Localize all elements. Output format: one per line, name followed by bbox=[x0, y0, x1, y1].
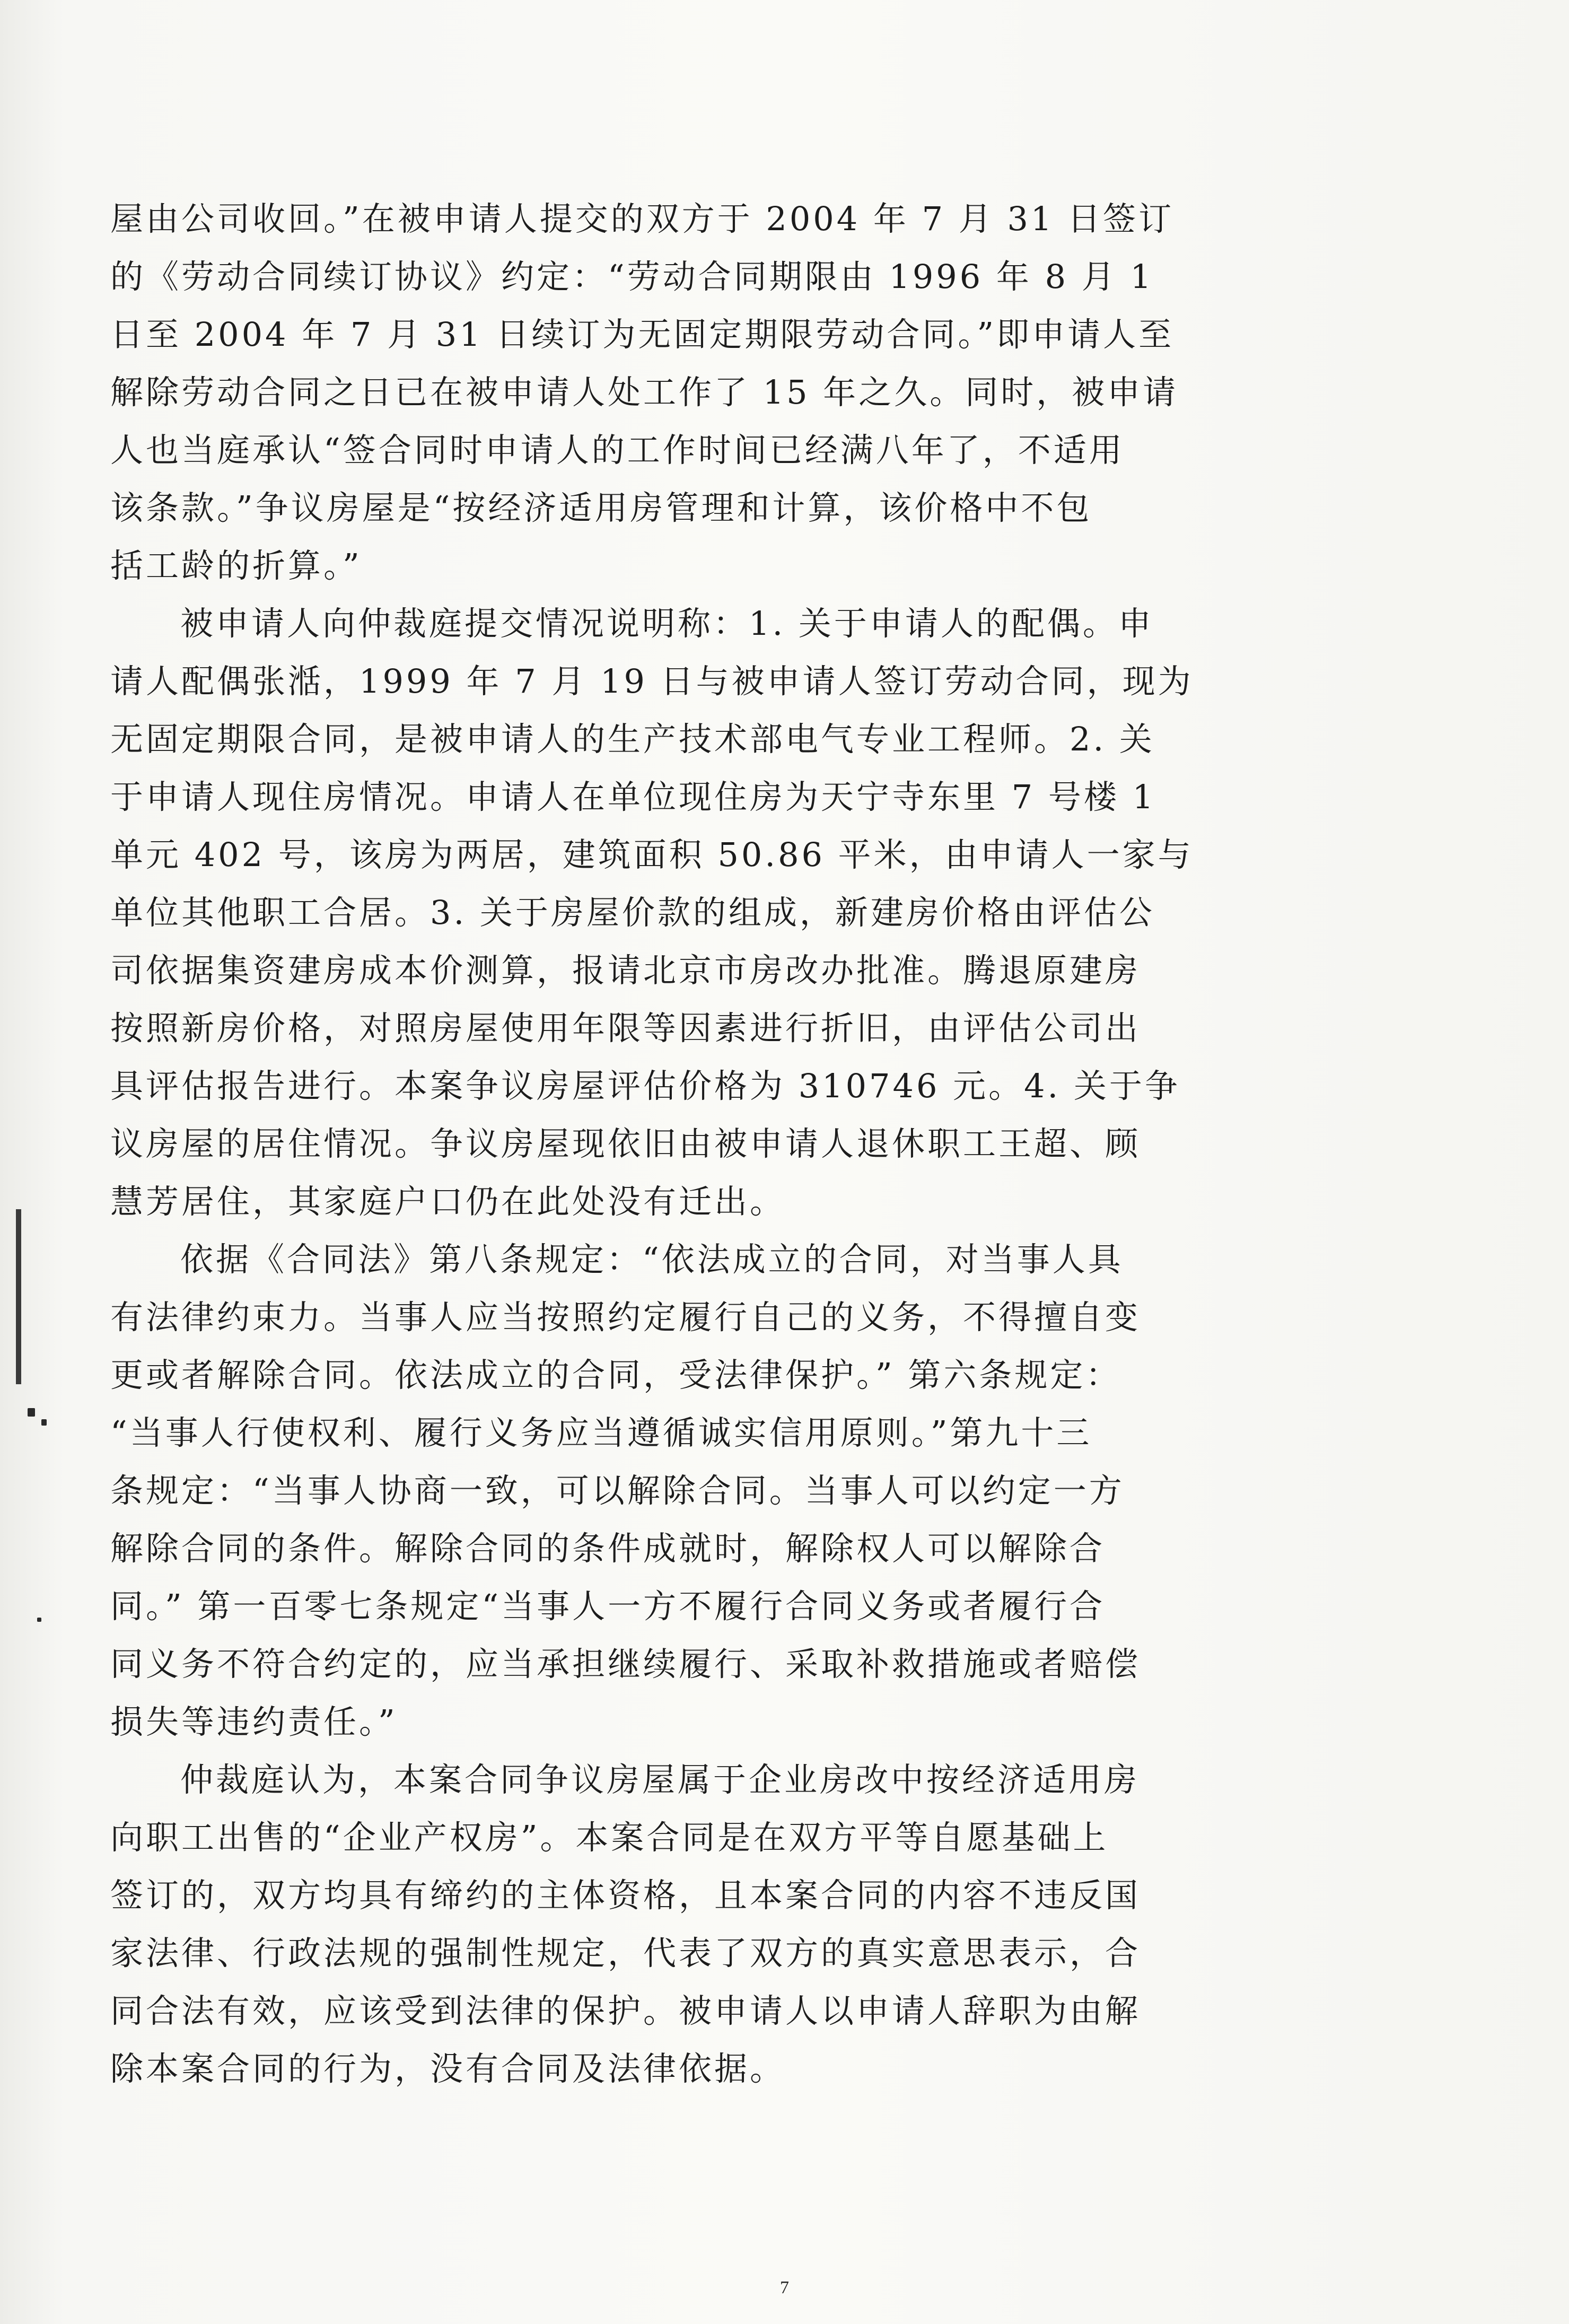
text-line: 同义务不符合约定的，应当承担继续履行、采取补救措施或者赔偿 bbox=[110, 1645, 1141, 1683]
text-line: 损失等违约责任。” bbox=[110, 1702, 398, 1741]
text-line: 更或者解除合同。依法成立的合同，受法律保护。” 第六条规定： bbox=[110, 1356, 1121, 1394]
text-line: 签订的，双方均具有缔约的主体资格，且本案合同的内容不违反国 bbox=[110, 1876, 1141, 1915]
text-line: 具评估报告进行。本案争议房屋评估价格为 310746 元。4. 关于争 bbox=[110, 1067, 1180, 1105]
text-line: 同合法有效，应该受到法律的保护。被申请人以申请人辞职为由解 bbox=[110, 1991, 1141, 2030]
text-line: 日至 2004 年 7 月 31 日续订为无固定期限劳动合同。”即申请人至 bbox=[110, 315, 1174, 354]
text-line: 家法律、行政法规的强制性规定，代表了双方的真实意思表示，合 bbox=[110, 1934, 1141, 1972]
text-line: 同。” 第一百零七条规定“当事人一方不履行合同义务或者履行合 bbox=[110, 1587, 1106, 1626]
paragraph-first-line: 被申请人向仲裁庭提交情况说明称：1. 关于申请人的配偶。申 bbox=[180, 604, 1154, 643]
text-line: 司依据集资建房成本价测算，报请北京市房改办批准。腾退原建房 bbox=[110, 951, 1141, 990]
text-line: 屋由公司收回。”在被申请人提交的双方于 2004 年 7 月 31 日签订 bbox=[110, 199, 1174, 238]
text-line: 解除劳动合同之日已在被申请人处工作了 15 年之久。同时，被申请 bbox=[110, 373, 1179, 412]
text-line: 按照新房价格，对照房屋使用年限等因素进行折旧，由评估公司出 bbox=[110, 1009, 1141, 1047]
text-line: 解除合同的条件。解除合同的条件成就时，解除权人可以解除合 bbox=[110, 1529, 1106, 1568]
text-line: 于申请人现住房情况。申请人在单位现住房为天宁寺东里 7 号楼 1 bbox=[110, 777, 1156, 816]
text-line: 除本案合同的行为，没有合同及法律依据。 bbox=[110, 2049, 786, 2088]
text-line: 议房屋的居住情况。争议房屋现依旧由被申请人退休职工王超、顾 bbox=[110, 1124, 1141, 1163]
text-line: 单元 402 号，该房为两居，建筑面积 50.86 平米，由申请人一家与 bbox=[110, 835, 1194, 874]
left-edge-shadow bbox=[16, 1209, 21, 1384]
text-line: 条规定：“当事人协商一致，可以解除合同。当事人可以约定一方 bbox=[110, 1471, 1125, 1510]
text-line: 慧芳居住，其家庭户口仍在此处没有迁出。 bbox=[110, 1182, 786, 1221]
text-line: “当事人行使权利、履行义务应当遵循诚实信用原则。”第九十三 bbox=[110, 1413, 1092, 1452]
paragraph-first-line: 依据《合同法》第八条规定：“依法成立的合同，对当事人具 bbox=[180, 1240, 1124, 1279]
scan-mark bbox=[28, 1408, 35, 1417]
paragraph-first-line: 仲裁庭认为，本案合同争议房屋属于企业房改中按经济适用房 bbox=[180, 1760, 1140, 1799]
text-line: 单位其他职工合居。3. 关于房屋价款的组成，新建房价格由评估公 bbox=[110, 893, 1155, 932]
text-line: 请人配偶张湉，1999 年 7 月 19 日与被申请人签订劳动合同，现为 bbox=[110, 662, 1194, 701]
text-line: 有法律约束力。当事人应当按照约定履行自己的义务，不得擅自变 bbox=[110, 1298, 1141, 1336]
text-line: 人也当庭承认“签合同时申请人的工作时间已经满八年了，不适用 bbox=[110, 431, 1125, 469]
text-line: 无固定期限合同，是被申请人的生产技术部电气专业工程师。2. 关 bbox=[110, 720, 1155, 758]
scan-mark bbox=[37, 1618, 41, 1622]
text-line: 括工龄的折算。” bbox=[110, 546, 362, 585]
text-line: 的《劳动合同续订协议》约定：“劳动合同期限由 1996 年 8 月 1 bbox=[110, 257, 1154, 296]
scan-mark bbox=[41, 1419, 47, 1426]
page-number: 7 bbox=[780, 2278, 789, 2297]
text-line: 该条款。”争议房屋是“按经济适用房管理和计算，该价格中不包 bbox=[110, 488, 1092, 527]
text-line: 向职工出售的“企业产权房”。本案合同是在双方平等自愿基础上 bbox=[110, 1818, 1109, 1857]
document-body bbox=[110, 190, 1314, 2098]
